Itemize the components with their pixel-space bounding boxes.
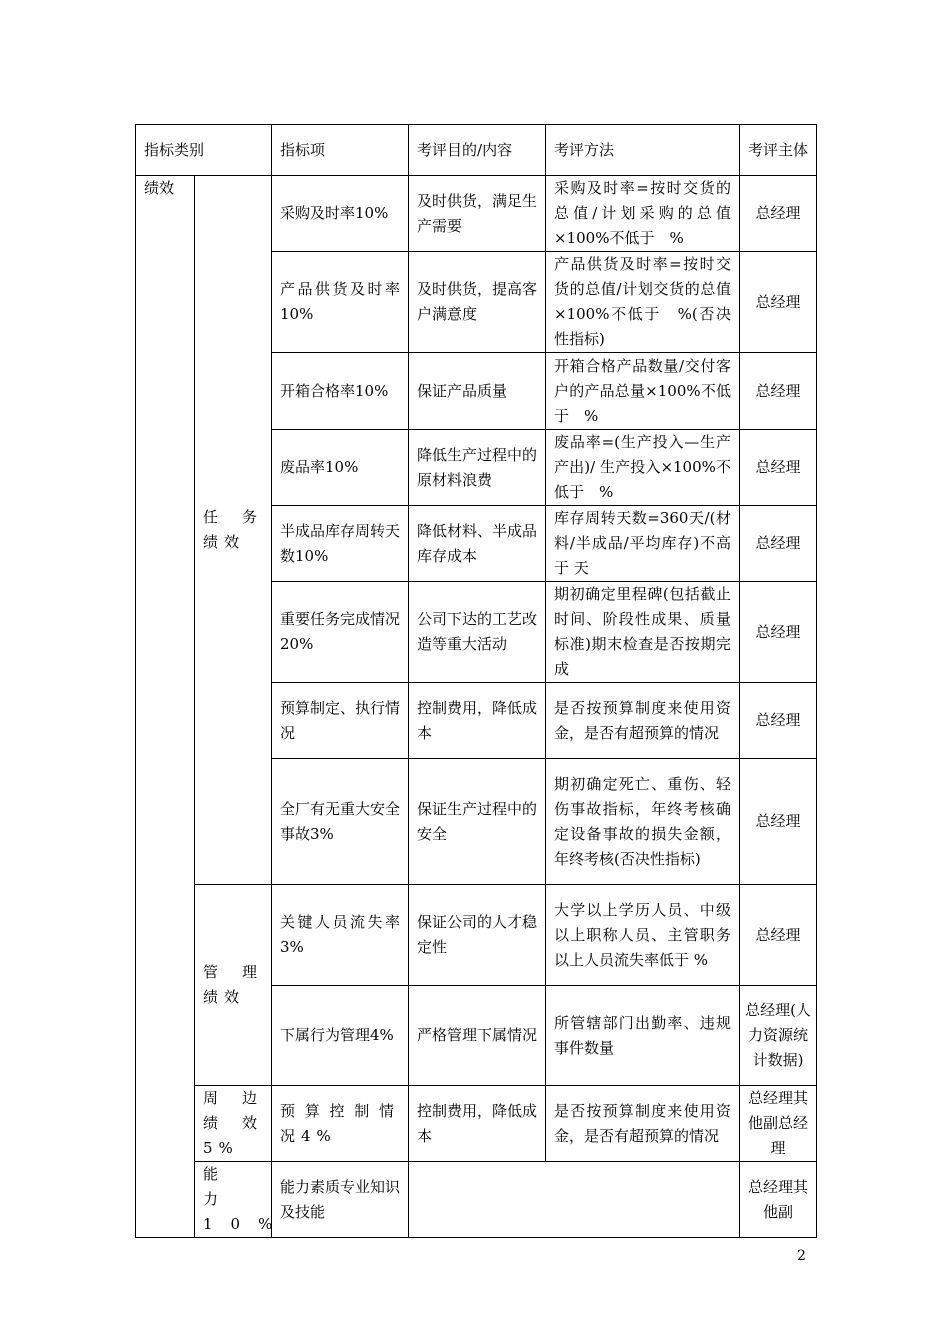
row-evaluator: 总经理(人力资源统计数据)	[740, 986, 817, 1086]
page-number: 2	[797, 1248, 806, 1264]
row-method: 废品率=(生产投入—生产产出)/ 生产投入×100%不低于 %	[546, 430, 740, 506]
row-item: 下属行为管理4%	[272, 986, 409, 1086]
header-item: 指标项	[272, 125, 409, 176]
ability-blank	[409, 1162, 740, 1238]
group-peripheral: 周边绩效5%	[195, 1086, 272, 1162]
row-purpose: 控制费用，降低成本	[409, 683, 546, 759]
row-item: 采购及时率10%	[272, 176, 409, 252]
row-purpose: 及时供货，提高客户满意度	[409, 252, 546, 353]
row-method: 期初确定死亡、重伤、轻伤事故指标，年终考核确定设备事故的损失金额，年终考核(否决性指标)	[546, 759, 740, 885]
row-evaluator: 总经理	[740, 759, 817, 885]
header-method: 考评方法	[546, 125, 740, 176]
table-row	[136, 176, 817, 252]
row-evaluator: 总经理其他副总经理	[740, 1086, 817, 1162]
group-ability: 能力10%	[195, 1162, 272, 1238]
row-item: 废品率10%	[272, 430, 409, 506]
row-evaluator: 总经理	[740, 252, 817, 353]
row-purpose: 降低生产过程中的原材料浪费	[409, 430, 546, 506]
row-purpose: 保证生产过程中的安全	[409, 759, 546, 885]
row-evaluator: 总经理	[740, 430, 817, 506]
row-item: 开箱合格率10%	[272, 353, 409, 430]
row-purpose: 及时供货，满足生产需要	[409, 176, 546, 252]
row-method: 是否按预算制度来使用资金，是否有超预算的情况	[546, 683, 740, 759]
header-purpose: 考评目的/内容	[409, 125, 546, 176]
row-item: 预算控制情况4%	[272, 1086, 409, 1162]
group-management: 管理绩效	[195, 885, 272, 1086]
row-evaluator: 总经理	[740, 582, 817, 683]
row-method: 库存周转天数=360天/(材料/半成品/平均库存)不高于 天	[546, 506, 740, 582]
row-purpose: 控制费用，降低成本	[409, 1086, 546, 1162]
row-item: 产品供货及时率10%	[272, 252, 409, 353]
row-item: 半成品库存周转天数10%	[272, 506, 409, 582]
row-method: 大学以上学历人员、中级以上职称人员、主管职务以上人员流失率低于 %	[546, 885, 740, 986]
row-method: 所管辖部门出勤率、违规事件数量	[546, 986, 740, 1086]
row-purpose: 保证公司的人才稳定性	[409, 885, 546, 986]
row-purpose: 降低材料、半成品库存成本	[409, 506, 546, 582]
row-item: 预算制定、执行情况	[272, 683, 409, 759]
row-method: 采购及时率=按时交货的总值/计划采购的总值×100%不低于 %	[546, 176, 740, 252]
header-evaluator: 考评主体	[740, 125, 817, 176]
table-row	[136, 1162, 817, 1238]
header-category: 指标类别	[136, 125, 272, 176]
row-item: 关键人员流失率3%	[272, 885, 409, 986]
row-method: 是否按预算制度来使用资金，是否有超预算的情况	[546, 1086, 740, 1162]
row-item: 全厂有无重大安全事故3%	[272, 759, 409, 885]
row-evaluator: 总经理	[740, 176, 817, 252]
table-row	[136, 1086, 817, 1162]
row-evaluator: 总经理	[740, 885, 817, 986]
group-task: 任务绩效	[195, 176, 272, 885]
row-method: 开箱合格产品数量/交付客户的产品总量×100%不低于 %	[546, 353, 740, 430]
row-item: 重要任务完成情况20%	[272, 582, 409, 683]
table-row	[136, 885, 817, 986]
row-method: 期初确定里程碑(包括截止时间、阶段性成果、质量标准)期末检查是否按期完成	[546, 582, 740, 683]
row-evaluator: 总经理	[740, 683, 817, 759]
table-header-row	[136, 125, 817, 176]
row-purpose: 保证产品质量	[409, 353, 546, 430]
row-method: 产品供货及时率=按时交货的总值/计划交货的总值×100%不低于 %(否决性指标)	[546, 252, 740, 353]
row-purpose: 公司下达的工艺改造等重大活动	[409, 582, 546, 683]
ability-item: 能力素质专业知识及技能	[272, 1162, 409, 1238]
row-evaluator: 总经理	[740, 353, 817, 430]
top-category: 绩效	[136, 176, 195, 1238]
row-purpose: 严格管理下属情况	[409, 986, 546, 1086]
ability-evaluator: 总经理其他副	[740, 1162, 817, 1238]
performance-table	[135, 124, 817, 1238]
row-evaluator: 总经理	[740, 506, 817, 582]
